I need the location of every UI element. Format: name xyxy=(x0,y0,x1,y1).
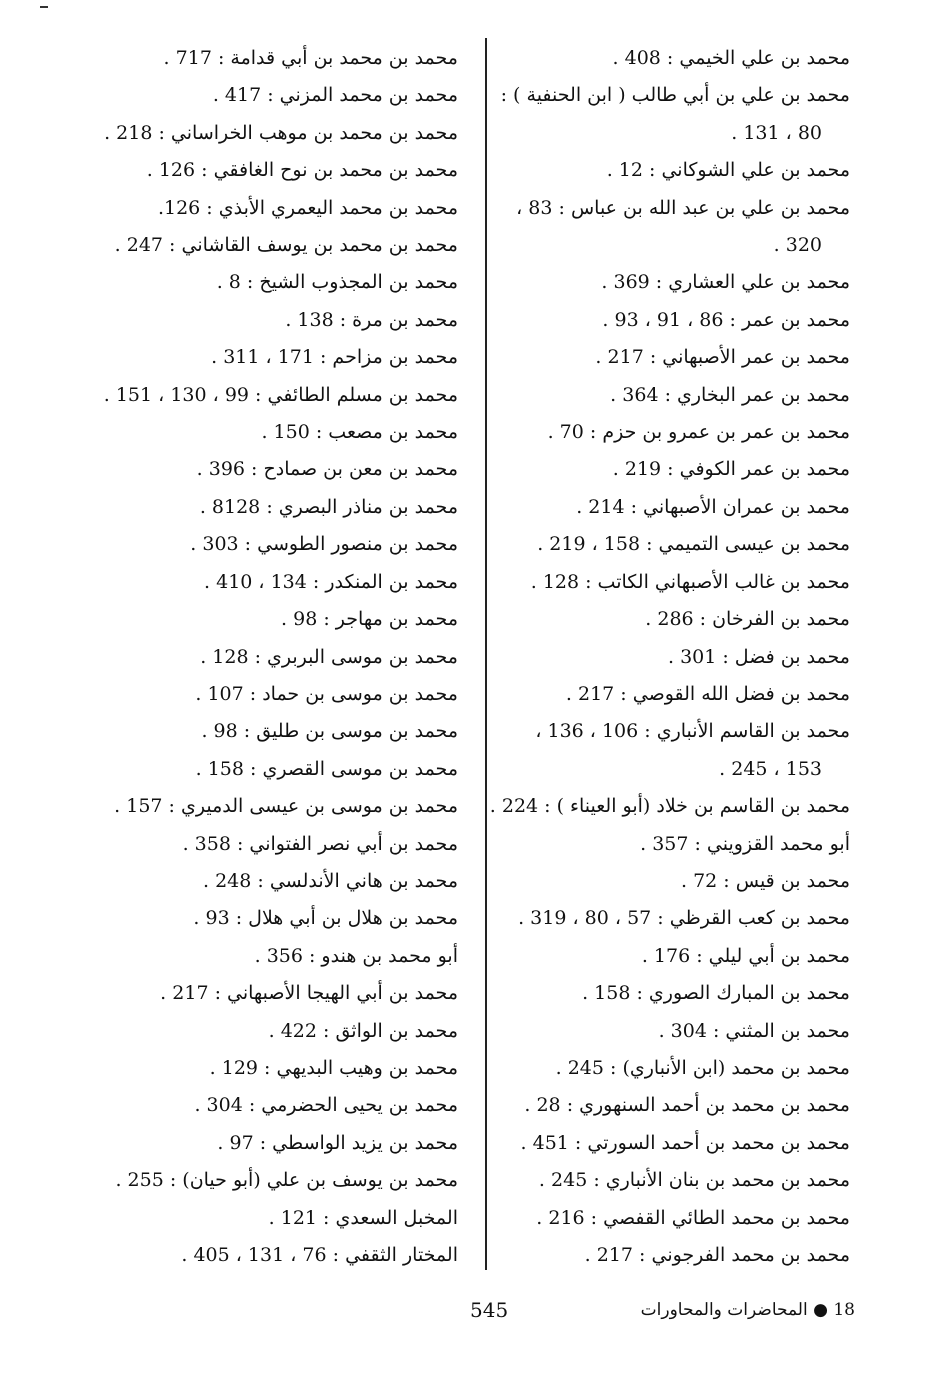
index-entry: محمد بن محمد الطائي القفصي : 216 . xyxy=(536,1206,850,1229)
index-entry: محمد بن محمد اليعمري الأبذي : 126. xyxy=(157,196,458,219)
index-entry: المختار الثقفي : 76 ، 131 ، 405 . xyxy=(181,1244,458,1266)
index-entry: محمد بن موسى بن حماد : 107 . xyxy=(195,682,458,705)
running-footer-title: 18 ● المحاضرات والمحاورات xyxy=(640,1300,855,1320)
index-entry: محمد بن علي الخيمي : 408 . xyxy=(612,47,850,69)
index-entry: محمد بن محمد بن بنان الأنباري : 245 . xyxy=(538,1169,850,1192)
index-entry: محمد بن كعب القرظي : 57 ، 80 ، 319 . xyxy=(518,907,850,930)
index-entry: محمد بن الواثق : 422 . xyxy=(268,1019,458,1042)
index-entry: محمد بن القاسم الأنباري : 106 ، 136 ، 153 ، 245 . xyxy=(535,720,850,780)
index-entry: محمد بن مناذر البصري : 8128 . xyxy=(199,495,458,518)
index-entry: محمد بن محمد بن موهب الخراساني : 218 . xyxy=(104,121,458,144)
index-entry: محمد بن علي العشاري : 369 . xyxy=(601,271,850,294)
index-entry: محمد بن موسى بن طليق : 98 . xyxy=(201,720,458,743)
index-entry: محمد بن محمد بن أبي قدامة : 717 . xyxy=(163,47,458,69)
index-entry: محمد بن أبي الهيجا الأصبهاني : 217 . xyxy=(160,982,458,1005)
index-entry: محمد بن يزيد الواسطي : 97 . xyxy=(217,1131,458,1154)
index-entry: محمد بن محمد المزني : 417 . xyxy=(212,84,458,107)
index-entry: محمد بن محمد بن يوسف القاشاني : 247 . xyxy=(114,234,458,257)
index-entry: محمد بن المثني : 304 . xyxy=(658,1019,850,1042)
index-entry: محمد بن عمر : 86 ، 91 ، 93 . xyxy=(602,308,850,331)
index-entry: محمد بن المنكدر : 134 ، 410 . xyxy=(204,570,458,593)
index-entry: محمد بن مزاحم : 171 ، 311 . xyxy=(211,346,458,369)
index-entry: محمد بن المجذوب الشيخ : 8 . xyxy=(216,271,458,294)
index-entry: محمد بن موسى بن عيسى الدميري : 157 . xyxy=(114,795,458,818)
index-entry: محمد بن غالب الأصبهاني الكاتب : 128 . xyxy=(530,570,850,593)
index-entry: محمد بن علي الشوكاني : 12 . xyxy=(606,159,850,182)
index-entry: محمد بن منصور الطوسي : 303 . xyxy=(190,533,458,556)
index-entry: أبو محمد القزويني : 357 . xyxy=(640,832,850,855)
index-entry: محمد بن عمران الأصبهاني : 214 . xyxy=(576,495,850,518)
index-entry: محمد بن علي بن عبد الله بن عباس : 83 ، 320 . xyxy=(516,196,850,257)
index-entry: محمد بن محمد الفرجوني : 217 . xyxy=(584,1244,850,1266)
page-number: 545 xyxy=(470,1298,509,1322)
index-entry: محمد بن وهيب البديهي : 129 . xyxy=(209,1056,458,1079)
index-entry: محمد بن علي بن أبي طالب ( ابن الحنفية ) : 80 ، 131 . xyxy=(500,84,850,144)
index-entry: محمد بن الفرخان : 286 . xyxy=(645,608,850,631)
index-entry: محمد بن عمر الأصبهاني : 217 . xyxy=(595,346,850,369)
index-entry: محمد بن هلال بن أبي هلال : 93 . xyxy=(193,907,458,930)
index-entry: محمد بن محمد (ابن الأنباري) : 245 . xyxy=(555,1056,850,1079)
index-entry: محمد بن عمر الكوفي : 219 . xyxy=(612,458,850,481)
index-entry: محمد بن أبي ليلي : 176 . xyxy=(641,944,850,967)
index-entry: محمد بن فضل : 301 . xyxy=(667,645,850,668)
index-entry: محمد بن عمر بن عمرو بن حزم : 70 . xyxy=(547,421,850,444)
index-entry: محمد بن أبي نصر الفتواني : 358 . xyxy=(182,832,458,855)
index-entry: محمد بن موسى القصري : 158 . xyxy=(195,757,458,780)
index-entry: محمد بن محمد بن أحمد السورتي : 451 . xyxy=(520,1131,850,1154)
index-entry: محمد بن مسلم الطائفي : 99 ، 130 ، 151 . xyxy=(103,383,458,406)
index-entry: محمد بن القاسم بن خلاد (أبو العيناء ) : 224 . xyxy=(489,795,850,818)
index-entry: محمد بن عمر البخاري : 364 . xyxy=(610,383,850,406)
index-entry: أبو محمد بن هندو : 356 . xyxy=(254,944,458,967)
index-column-left xyxy=(100,40,458,1274)
index-entry: محمد بن مصعب : 150 . xyxy=(261,421,458,444)
index-entry: محمد بن يوسف بن علي (أبو حيان) : 255 . xyxy=(115,1169,458,1192)
index-entry: محمد بن يحيى الحضرمي : 304 . xyxy=(194,1094,458,1117)
index-entry: محمد بن مرة : 138 . xyxy=(285,308,458,331)
index-entry: محمد بن المبارك الصوري : 158 . xyxy=(582,982,850,1005)
index-entry: محمد بن عيسى التميمي : 158 ، 219 . xyxy=(537,533,850,556)
index-entry: محمد بن محمد بن نوح الغافقي : 126 . xyxy=(146,159,458,182)
column-divider xyxy=(485,38,487,1270)
index-column-right xyxy=(489,40,850,1274)
index-entry: محمد بن محمد بن أحمد السنهوري : 28 . xyxy=(524,1094,850,1117)
index-entry: محمد بن هاني الأندلسي : 248 . xyxy=(203,869,458,892)
index-entry: محمد بن معن بن صمادح : 396 . xyxy=(196,458,458,481)
index-entry: محمد بن مهاجر : 98 . xyxy=(281,608,458,631)
index-entry: المخبل السعدي : 121 . xyxy=(268,1206,458,1229)
scan-mark xyxy=(40,6,48,8)
index-entry: محمد بن موسى البربري : 128 . xyxy=(200,645,458,668)
index-entry: محمد بن قيس : 72 . xyxy=(680,869,850,892)
index-entry: محمد بن فضل الله القوصي : 217 . xyxy=(565,682,850,705)
